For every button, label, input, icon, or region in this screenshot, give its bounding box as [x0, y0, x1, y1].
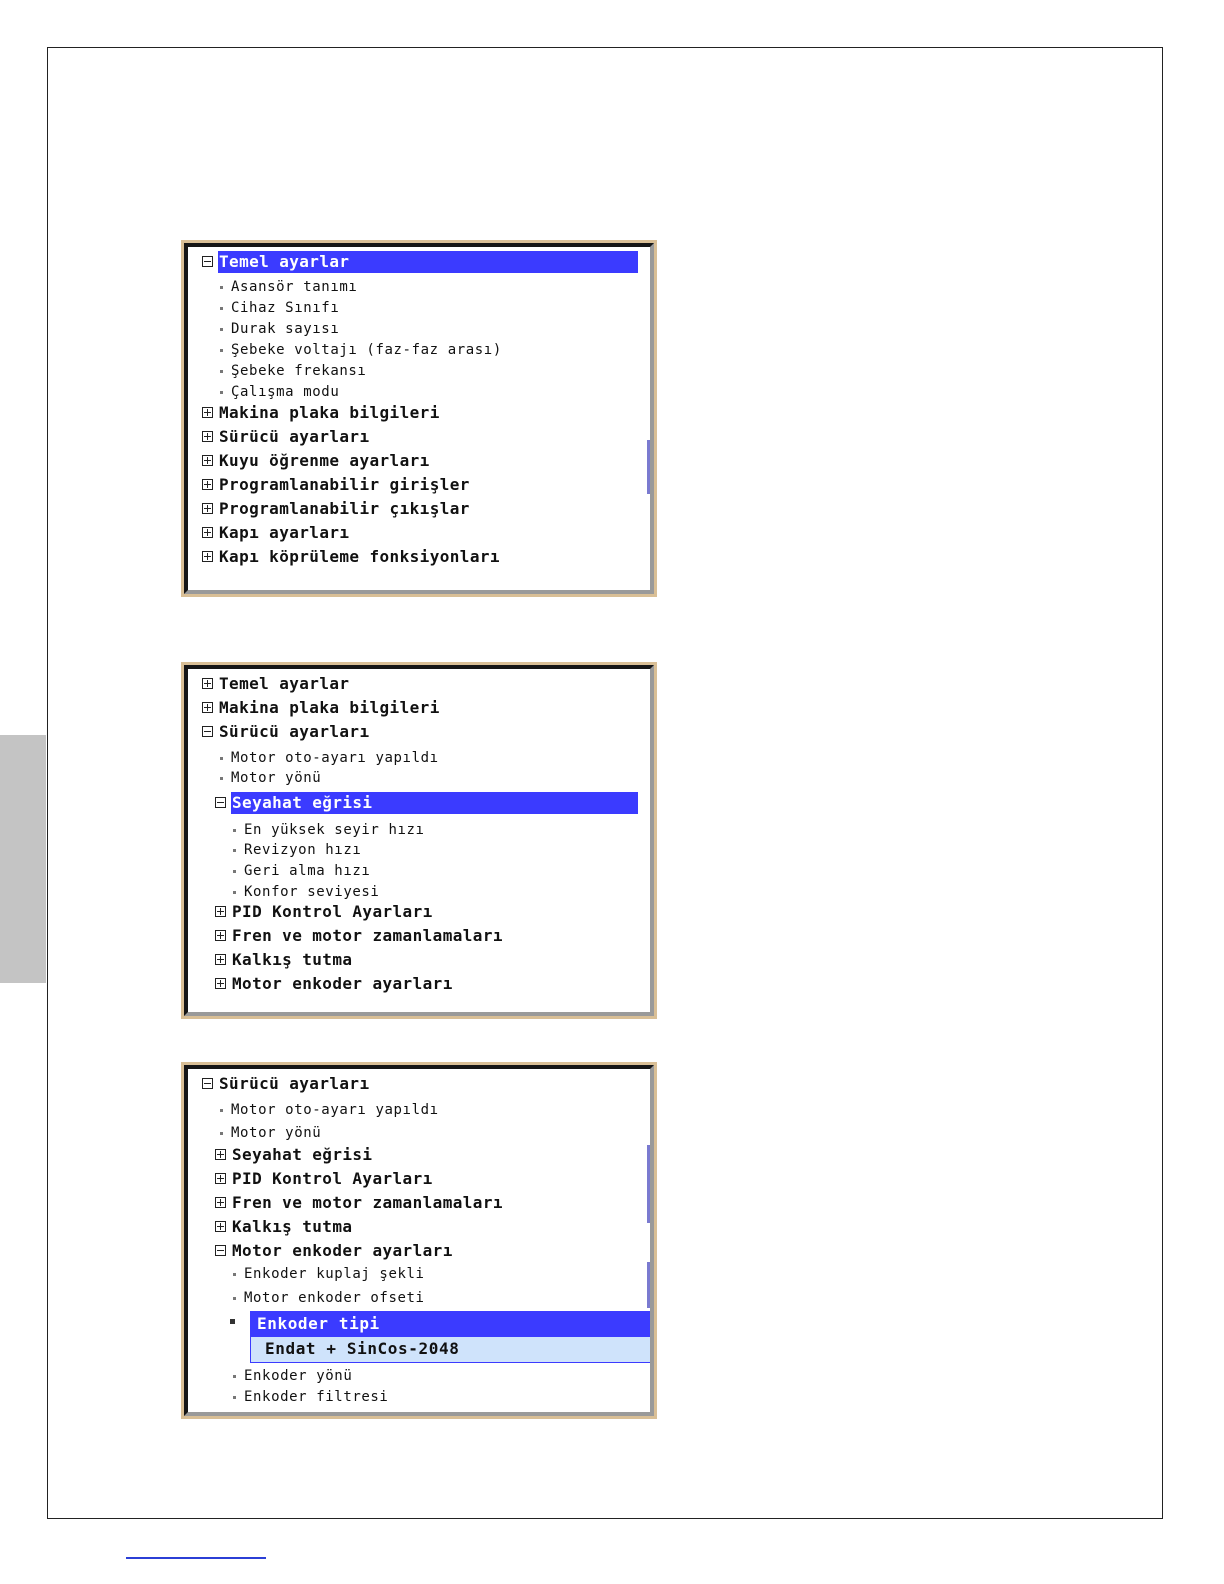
tree-group-makina-plaka-bilgileri[interactable] [188, 697, 650, 719]
tree-group-label: Motor enkoder ayarları [232, 974, 453, 993]
popup-title-enkoder-tipi: Enkoder tipi [250, 1311, 654, 1337]
tree-group-programlanabilir-cikislar[interactable] [188, 498, 650, 520]
tree-group-label: Sürücü ayarları [219, 427, 370, 446]
bullet-icon [220, 757, 223, 760]
tree-item-enkoder-kuplaj-sekli[interactable] [188, 1264, 650, 1284]
bullet-icon [233, 1297, 236, 1300]
tree-item-label: Çalışma modu [231, 384, 340, 400]
expand-plus-icon[interactable] [202, 678, 213, 689]
tree-group-makina-plaka-bilgileri[interactable] [188, 402, 650, 424]
expand-plus-icon[interactable] [215, 1149, 226, 1160]
tree-item-label: Geri alma hızı [244, 863, 371, 879]
tree-group-surucu-ayarlari[interactable] [188, 721, 650, 743]
tree-item-cihaz-sinifi[interactable] [188, 298, 650, 318]
tree-item-sebeke-voltaji-faz-faz-arasi[interactable] [188, 340, 650, 360]
expand-plus-icon[interactable] [202, 431, 213, 442]
tree-item-label: Motor enkoder ofseti [244, 1290, 425, 1306]
tree-item-label: En yüksek seyir hızı [244, 822, 425, 838]
tree-group-label: Temel ayarlar [219, 674, 350, 693]
tree-group-motor-enkoder-ayarlari[interactable] [188, 1240, 650, 1262]
tree-group-pid-kontrol-ayarlari[interactable] [188, 901, 650, 923]
tree-item-konfor-seviyesi[interactable] [188, 882, 650, 902]
tree-group-label: Kapı köprüleme fonksiyonları [219, 547, 500, 566]
tree-group-label: PID Kontrol Ayarları [232, 1169, 433, 1188]
tree-item-geri-alma-hizi[interactable] [188, 861, 650, 881]
tree-group-seyahat-egrisi[interactable] [188, 1144, 650, 1166]
tree-item-label: Motor yönü [231, 770, 322, 786]
tree-item-calisma-modu[interactable] [188, 382, 650, 402]
tree-item-enkoder-filtresi[interactable] [188, 1387, 650, 1407]
expand-plus-icon[interactable] [215, 1221, 226, 1232]
collapse-minus-icon[interactable] [202, 726, 213, 737]
bullet-icon [220, 286, 223, 289]
bullet-icon [220, 1132, 223, 1135]
tree-item-durak-sayisi[interactable] [188, 319, 650, 339]
expand-plus-icon[interactable] [202, 479, 213, 490]
expand-plus-icon[interactable] [215, 906, 226, 917]
footer-line [126, 1557, 266, 1559]
tree-group-surucu-ayarlari[interactable] [188, 1073, 650, 1095]
expand-plus-icon[interactable] [215, 954, 226, 965]
bullet-icon [220, 307, 223, 310]
tree-panel-3-content [184, 1065, 654, 1416]
tree-group-label: Seyahat eğrisi [231, 792, 638, 814]
tree-group-pid-kontrol-ayarlari[interactable] [188, 1168, 650, 1190]
popup-value-select[interactable]: Endat + SinCos-2048 [250, 1337, 654, 1363]
tree-group-label: PID Kontrol Ayarları [232, 902, 433, 921]
bullet-icon [220, 391, 223, 394]
tree-item-en-yuksek-seyir-hizi[interactable] [188, 820, 650, 840]
expand-plus-icon[interactable] [215, 978, 226, 989]
tree-group-kuyu-ogrenme-ayarlari[interactable] [188, 450, 650, 472]
bullet-icon [220, 349, 223, 352]
expand-plus-icon[interactable] [215, 930, 226, 941]
tree-group-label: Seyahat eğrisi [232, 1145, 373, 1164]
bullet-icon [233, 1273, 236, 1276]
expand-plus-icon[interactable] [202, 503, 213, 514]
tree-item-revizyon-hizi[interactable] [188, 840, 650, 860]
collapse-minus-icon[interactable] [215, 1245, 226, 1256]
bullet-icon [220, 328, 223, 331]
expand-plus-icon[interactable] [202, 702, 213, 713]
collapse-minus-icon[interactable] [202, 1078, 213, 1089]
tree-item-motor-enkoder-ofseti[interactable] [188, 1288, 650, 1308]
tree-group-label: Fren ve motor zamanlamaları [232, 926, 503, 945]
tree-item-label: Asansör tanımı [231, 279, 358, 295]
tree-group-label: Kalkış tutma [232, 950, 353, 969]
tree-group-fren-ve-motor-zamanlamalari[interactable] [188, 1192, 650, 1214]
bullet-icon [233, 1375, 236, 1378]
tree-item-label: Enkoder kuplaj şekli [244, 1266, 425, 1282]
tree-group-motor-enkoder-ayarlari[interactable] [188, 973, 650, 995]
side-tab [0, 735, 46, 983]
tree-group-label: Makina plaka bilgileri [219, 698, 440, 717]
tree-group-label: Makina plaka bilgileri [219, 403, 440, 422]
collapse-minus-icon[interactable] [202, 256, 213, 267]
tree-item-label: Motor oto-ayarı yapıldı [231, 750, 439, 766]
tree-panel-2-content [184, 665, 654, 1016]
tree-item-label: Şebeke frekansı [231, 363, 367, 379]
collapse-minus-icon[interactable] [215, 797, 226, 808]
bullet-icon [220, 370, 223, 373]
tree-panel-2 [181, 662, 657, 1019]
tree-group-label: Fren ve motor zamanlamaları [232, 1193, 503, 1212]
tree-group-temel-ayarlar[interactable] [188, 673, 650, 695]
tree-item-sebeke-frekansi[interactable] [188, 361, 650, 381]
bullet-icon [233, 891, 236, 894]
tree-group-seyahat-egrisi[interactable] [188, 792, 650, 814]
tree-item-label: Motor oto-ayarı yapıldı [231, 1102, 439, 1118]
expand-plus-icon[interactable] [215, 1197, 226, 1208]
tree-item-motor-oto-ayari-yapildi[interactable] [188, 1100, 650, 1120]
tree-group-label: Sürücü ayarları [219, 722, 370, 741]
tree-item-enkoder-yonu[interactable] [188, 1366, 650, 1386]
tree-item-label: Revizyon hızı [244, 842, 362, 858]
tree-item-label: Konfor seviyesi [244, 884, 380, 900]
tree-group-label: Programlanabilir girişler [219, 475, 470, 494]
bullet-icon [233, 1396, 236, 1399]
tree-group-surucu-ayarlari[interactable] [188, 426, 650, 448]
tree-group-label: Kapı ayarları [219, 523, 350, 542]
bullet-icon [220, 1109, 223, 1112]
tree-group-label: Kalkış tutma [232, 1217, 353, 1236]
expand-plus-icon[interactable] [202, 551, 213, 562]
tree-item-motor-yonu[interactable] [188, 1123, 650, 1143]
bullet-icon [220, 777, 223, 780]
expand-plus-icon[interactable] [202, 455, 213, 466]
tree-group-label: Kuyu öğrenme ayarları [219, 451, 430, 470]
tree-group-programlanabilir-girisler[interactable] [188, 474, 650, 496]
tree-item-motor-oto-ayari-yapildi[interactable] [188, 748, 650, 768]
tree-group-kalkis-tutma[interactable] [188, 1216, 650, 1238]
tree-group-kalkis-tutma[interactable] [188, 949, 650, 971]
tree-group-kapi-kopruleme-fonksiyonlari[interactable] [188, 546, 650, 568]
tree-item-motor-yonu[interactable] [188, 768, 650, 788]
tree-group-fren-ve-motor-zamanlamalari[interactable] [188, 925, 650, 947]
tree-item-label: Şebeke voltajı (faz-faz arası) [231, 342, 502, 358]
tree-panel-1-content [184, 243, 654, 594]
bullet-icon [230, 1319, 235, 1324]
tree-group-label: Motor enkoder ayarları [232, 1241, 453, 1260]
tree-item-label: Motor yönü [231, 1125, 322, 1141]
expand-plus-icon[interactable] [202, 407, 213, 418]
expand-plus-icon[interactable] [215, 1173, 226, 1184]
bullet-icon [233, 849, 236, 852]
expand-plus-icon[interactable] [202, 527, 213, 538]
tree-group-kapi-ayarlari[interactable] [188, 522, 650, 544]
tree-group-label: Temel ayarlar [218, 251, 638, 273]
tree-group-label: Sürücü ayarları [219, 1074, 370, 1093]
tree-group-temel-ayarlar[interactable] [188, 251, 650, 273]
tree-panel-1 [181, 240, 657, 597]
bullet-icon [233, 829, 236, 832]
tree-group-label: Programlanabilir çıkışlar [219, 499, 470, 518]
tree-item-label: Enkoder yönü [244, 1368, 353, 1384]
tree-item-asansor-tanimi[interactable] [188, 277, 650, 297]
tree-panel-3 [181, 1062, 657, 1419]
tree-item-label: Durak sayısı [231, 321, 340, 337]
tree-item-label: Cihaz Sınıfı [231, 300, 340, 316]
tree-item-label: Enkoder filtresi [244, 1389, 389, 1405]
bullet-icon [233, 870, 236, 873]
